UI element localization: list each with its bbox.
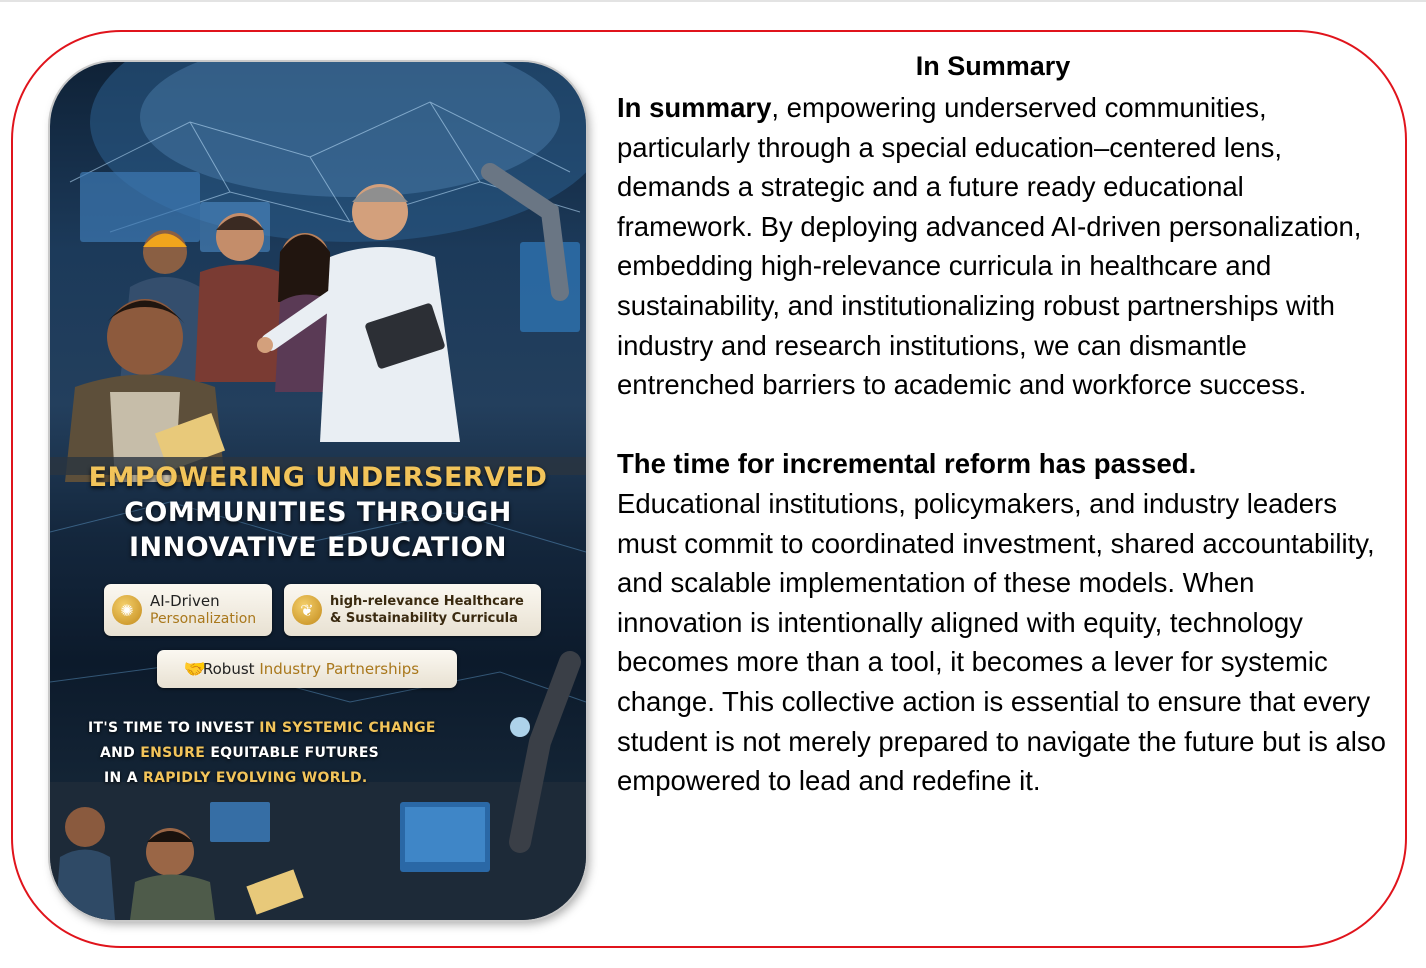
cta-part: EQUITABLE FUTURES (205, 745, 380, 761)
robust-rest: Industry Partnerships (259, 660, 420, 678)
health-badge-line1: high-relevance Healthcare (330, 594, 524, 609)
ai-badge-line1: AI-Driven (150, 592, 220, 610)
poster-title (50, 460, 586, 565)
poster-title-line2: COMMUNITIES THROUGH (124, 497, 512, 528)
cta-part: RAPIDLY EVOLVING WORLD. (143, 770, 368, 786)
poster-title-line1: EMPOWERING UNDERSERVED (88, 462, 548, 493)
poster-call-to-action (88, 716, 488, 791)
paragraph-1-text: , empowering underserved communities, particularly through a special education–centered lens, demands a strategic and a future ready educational framework. By deploying advanced AI-driven personalization, embedding high-relevance curricula in healthcare and sustainability, and institutionalizing robust partnerships with industry and research institutions, we can dismantle entrenched barriers to academic and workforce success. (617, 92, 1362, 401)
brain-icon: ✺ (112, 595, 142, 625)
cta-part: ENSURE (140, 745, 206, 761)
summary-paragraph-1 (617, 88, 1387, 405)
ai-badge-line2: Personalization (150, 611, 257, 627)
poster-image (50, 62, 586, 920)
industry-partnerships-badge: 🤝 Robust Industry Partnerships (157, 650, 457, 688)
robust-badge-label (203, 660, 419, 678)
ai-driven-badge (104, 584, 272, 636)
cta-part: AND (100, 745, 141, 761)
cta-part: IN SYSTEMIC CHANGE (259, 720, 436, 736)
healthcare-curricula-badge (284, 584, 541, 636)
paragraph-2-text: Educational institutions, policymakers, and industry leaders must commit to coordinated investment, shared accountability, and scalable implementation of these models. When innovation is intentionally aligned with equity, technology becomes more than a tool, it becomes a lever for systemic change. This collective action is essential to ensure that every student is not merely prepared to navigate the future but is also empowered to lead and redefine it. (617, 487, 1386, 797)
summary-heading: In Summary (915, 51, 1071, 81)
cta-part: IT'S TIME TO INVEST (88, 720, 260, 736)
cta-part: IN A (104, 770, 144, 786)
robust-word: Robust (202, 660, 255, 678)
summary-body (617, 88, 1387, 801)
summary-paragraph-2 (617, 444, 1387, 800)
leaf-heart-icon: ❦ (292, 595, 322, 625)
paragraph-2-lead: The time for incremental reform has passed. (617, 448, 1197, 480)
top-divider (0, 0, 1426, 2)
paragraph-1-lead: In summary (617, 92, 772, 123)
health-badge-line2: & Sustainability Curricula (330, 611, 518, 626)
poster-title-line3: INNOVATIVE EDUCATION (129, 532, 507, 563)
